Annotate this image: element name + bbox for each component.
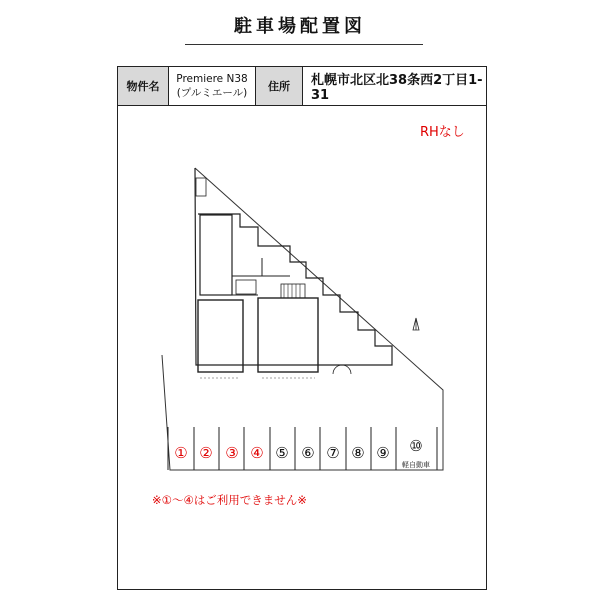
parking-space-10: ⑩ <box>409 437 423 455</box>
property-name-kana: (プルミエール) <box>176 87 248 99</box>
parking-space-5: ⑤ <box>275 444 289 462</box>
parking-space-4: ④ <box>250 444 264 462</box>
address-label: 住所 <box>256 67 303 106</box>
parking-space-2: ② <box>199 444 213 462</box>
stair-core <box>200 215 232 295</box>
rh-note: RHなし <box>420 125 465 140</box>
unit-left <box>198 300 243 372</box>
property-name-label: 物件名 <box>118 67 169 106</box>
north-arrow-icon <box>413 318 419 330</box>
parking-space-8: ⑧ <box>351 444 365 462</box>
parking-space-1: ① <box>174 444 188 462</box>
unavailable-warning: ※①～④はご利用できません※ <box>152 493 307 507</box>
parking-space-6: ⑥ <box>301 444 315 462</box>
lot-boundary <box>162 168 443 470</box>
property-name: Premiere N38 <box>176 73 248 85</box>
parking-space-7: ⑦ <box>326 444 340 462</box>
address-value: 札幌市北区北38条西2丁目1-31 <box>303 67 487 106</box>
light-vehicle-label: 軽自動車 <box>402 461 430 469</box>
entrance-door <box>333 365 351 374</box>
building-outline <box>195 168 392 365</box>
unit-right <box>258 298 318 372</box>
parking-space-3: ③ <box>225 444 239 462</box>
parking-space-9: ⑨ <box>376 444 390 462</box>
page-title: 駐車場配置図 <box>234 16 366 37</box>
